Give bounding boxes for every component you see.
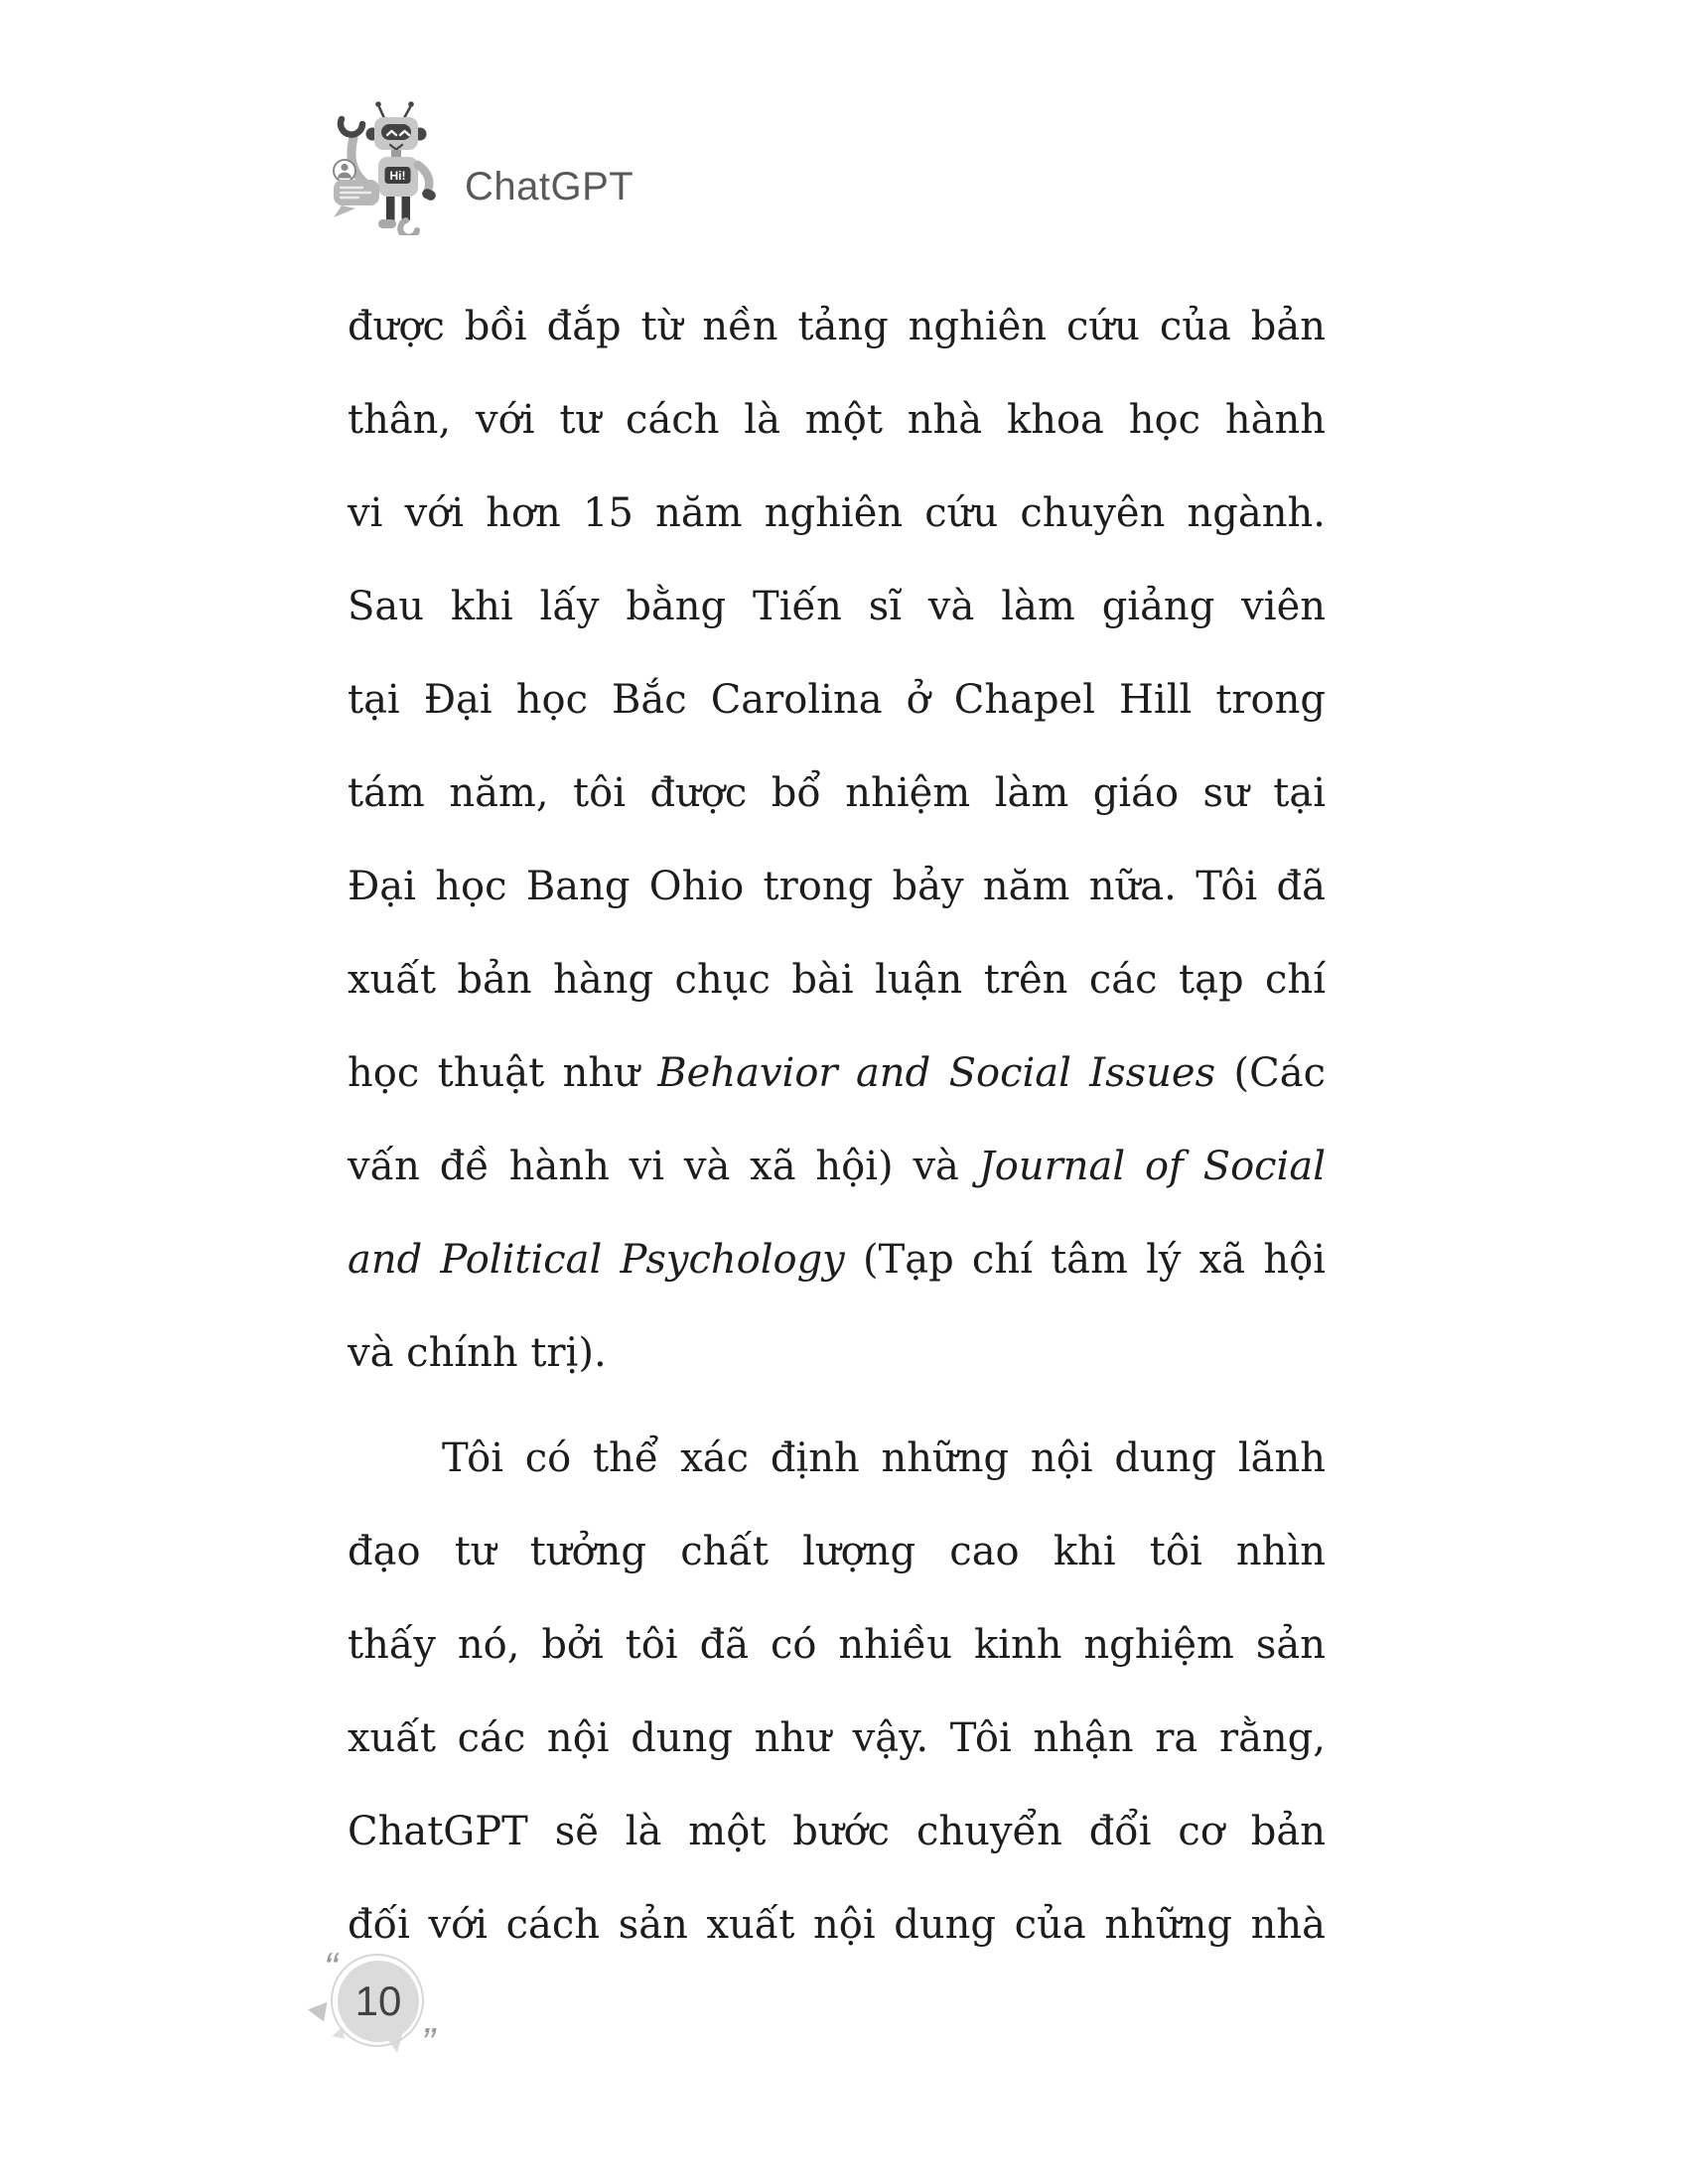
text-segment: được bồi đắp từ nền tảng nghiên cứu của bản [348,304,1326,349]
text-segment: xuất bản hàng chục bài luận trên các tạp chí [348,957,1326,1003]
text-segment: Sau khi lấy bằng Tiến sĩ và làm giảng viên [348,584,1326,629]
text-segment: và chính trị). [348,1330,607,1376]
text-line [348,1412,1326,1505]
robot-antennae [375,101,414,118]
text-line [348,1785,1326,1878]
text-segment: đối với cách sản xuất nội dung của những nhà [348,1902,1326,1948]
text-line [348,1213,1326,1306]
person-icon [334,160,355,182]
robot-right-arm [418,165,437,202]
text-line [348,373,1326,467]
italic-text-segment: Journal of Social [978,1144,1326,1189]
italic-text-segment: Behavior and Social Issues [657,1050,1216,1096]
text-segment: vi với hơn 15 năm nghiên cứu chuyên ngành. [348,490,1326,536]
text-segment: tại Đại học Bắc Carolina ở Chapel Hill trong [348,677,1326,723]
text-segment: tám năm, tôi được bổ nhiệm làm giáo sư tại [348,770,1326,816]
text-line [348,933,1326,1026]
text-line [348,467,1326,560]
text-line [348,280,1326,373]
text-line [348,1692,1326,1785]
text-line [348,653,1326,747]
text-segment: thấy nó, bởi tôi đã có nhiều kinh nghiệm sản [348,1622,1326,1668]
open-quote-mark: “ [324,1944,338,1990]
text-line [348,747,1326,840]
text-segment: (Tạp chí tâm lý xã hội [844,1237,1326,1283]
text-segment: học thuật như [348,1050,658,1096]
robot-body [378,150,418,197]
text-segment: vấn đề hành vi và xã hội) và [348,1144,979,1189]
page-number-circle [338,1961,419,2042]
robot-chest-label: Hi! [389,169,406,183]
text-segment: đạo tư tưởng chất lượng cao khi tôi nhìn [348,1529,1326,1574]
text-segment: thân, với tư cách là một nhà khoa học hành [348,397,1326,443]
text-line [348,1598,1326,1692]
robot-legs [378,197,417,235]
italic-text-segment: and Political Psychology [348,1237,845,1283]
text-line [348,1026,1326,1120]
text-segment: ChatGPT sẽ là một bước chuyển đổi cơ bản [348,1809,1326,1854]
close-quote-mark: ” [421,2019,435,2066]
text-line [348,1878,1326,1972]
text-segment: Tôi có thể xác định những nội dung lãnh [442,1435,1326,1481]
paragraph [348,1412,1326,1972]
speech-bubble-icon [334,180,379,217]
page-text [348,280,1326,1972]
text-line [348,560,1326,653]
robot-icon [328,94,445,235]
chatgpt-logo [328,94,633,235]
robot-head [366,117,427,150]
text-segment: Đại học Bang Ohio trong bảy năm nữa. Tôi đã [348,864,1326,909]
page-number-badge [324,1944,435,2066]
text-segment: xuất các nội dung như vậy. Tôi nhận ra rằng, [348,1715,1326,1761]
text-line [348,1120,1326,1213]
text-segment: (Các [1215,1050,1326,1096]
text-line [348,1505,1326,1598]
text-line [348,1306,1326,1400]
brand-text: ChatGPT [465,165,634,208]
bubble-tail-triangle [306,1999,327,2022]
page-number: 10 [354,1978,402,2024]
text-line [348,840,1326,933]
paragraph [348,280,1326,1400]
